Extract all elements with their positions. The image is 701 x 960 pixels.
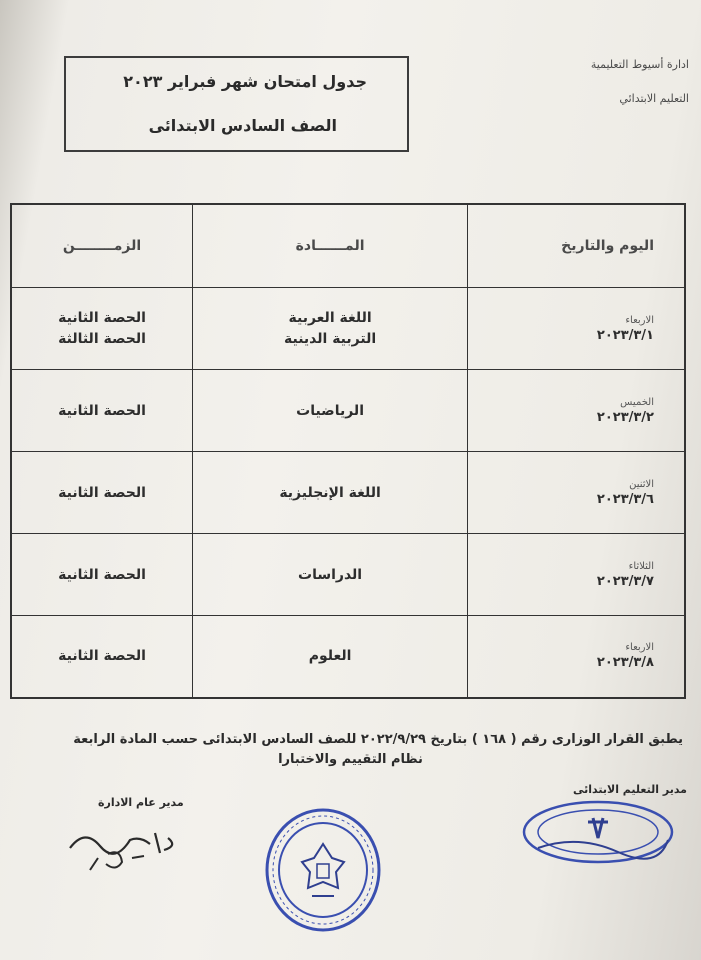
table-row <box>11 288 685 370</box>
decree-note: يطبق القرار الوزارى رقم ( ١٦٨ ) بتاريخ ٢٠٢٢/٩/٢٩ للصف السادس الابتدائى حسب المادة الرابعة <box>73 732 683 747</box>
header-subject: المــــــادة <box>193 204 468 288</box>
day-name: الاثنين <box>629 478 654 490</box>
table-row <box>11 452 685 534</box>
day-date-cell <box>468 452 685 534</box>
day-name: الخميس <box>620 396 654 408</box>
title-line-1: جدول امتحان شهر فبراير ٢٠٢٣ <box>123 72 367 91</box>
table-row <box>11 616 685 698</box>
time-period: الحصة الثالثة <box>58 330 146 347</box>
day-name: الاربعاء <box>625 642 654 654</box>
date-value: ٢٠٢٣/٣/٢ <box>596 409 654 425</box>
title-box <box>64 56 409 152</box>
ministry-header <box>539 48 689 116</box>
handwritten-signature-left <box>60 818 190 880</box>
day-date-cell <box>468 370 685 452</box>
time-cell: الحصة الثانية <box>11 370 193 452</box>
ministry-line-1: ادارة أسيوط التعليمية <box>590 58 689 71</box>
time-cell: الحصة الثانية <box>11 616 193 698</box>
decree-note-continued: نظام التقييم والاختبارا <box>278 752 423 767</box>
subject-name: اللغة العربية <box>288 309 372 326</box>
table-row <box>11 534 685 616</box>
subject-cell: الرياضيات <box>193 370 468 452</box>
subject-name: التربية الدينية <box>284 330 377 347</box>
time-cell: الحصة الثانية <box>11 452 193 534</box>
official-seal <box>262 806 384 934</box>
time-cell <box>11 288 193 370</box>
date-value: ٢٠٢٣/٣/١ <box>596 327 654 343</box>
ministry-line-2: التعليم الابتدائي <box>619 92 689 105</box>
primary-director-title: مدير التعليم الابتدائى <box>573 783 687 796</box>
time-cell: الحصة الثانية <box>11 534 193 616</box>
subject-cell: العلوم <box>193 616 468 698</box>
day-date-cell <box>468 616 685 698</box>
header-day-date: اليوم والتاريخ <box>468 204 685 288</box>
time-period: الحصة الثانية <box>58 309 146 326</box>
header-time: الزمــــــــن <box>11 204 193 288</box>
table-header-row <box>11 204 685 288</box>
exam-schedule-table <box>10 203 686 699</box>
day-date-cell <box>468 288 685 370</box>
table-row <box>11 370 685 452</box>
date-value: ٢٠٢٣/٣/٧ <box>596 573 654 589</box>
general-director-title: مدير عام الادارة <box>98 796 184 809</box>
subject-cell: الدراسات <box>193 534 468 616</box>
day-date-cell <box>468 534 685 616</box>
subject-cell: اللغة الإنجليزية <box>193 452 468 534</box>
subject-cell <box>193 288 468 370</box>
date-value: ٢٠٢٣/٣/٨ <box>596 655 654 671</box>
day-name: الثلاثاء <box>628 560 654 572</box>
date-value: ٢٠٢٣/٣/٦ <box>596 491 654 507</box>
title-line-2: الصف السادس الابتدائى <box>148 116 337 135</box>
day-name: الاربعاء <box>625 314 654 326</box>
primary-director-stamp <box>518 790 688 870</box>
